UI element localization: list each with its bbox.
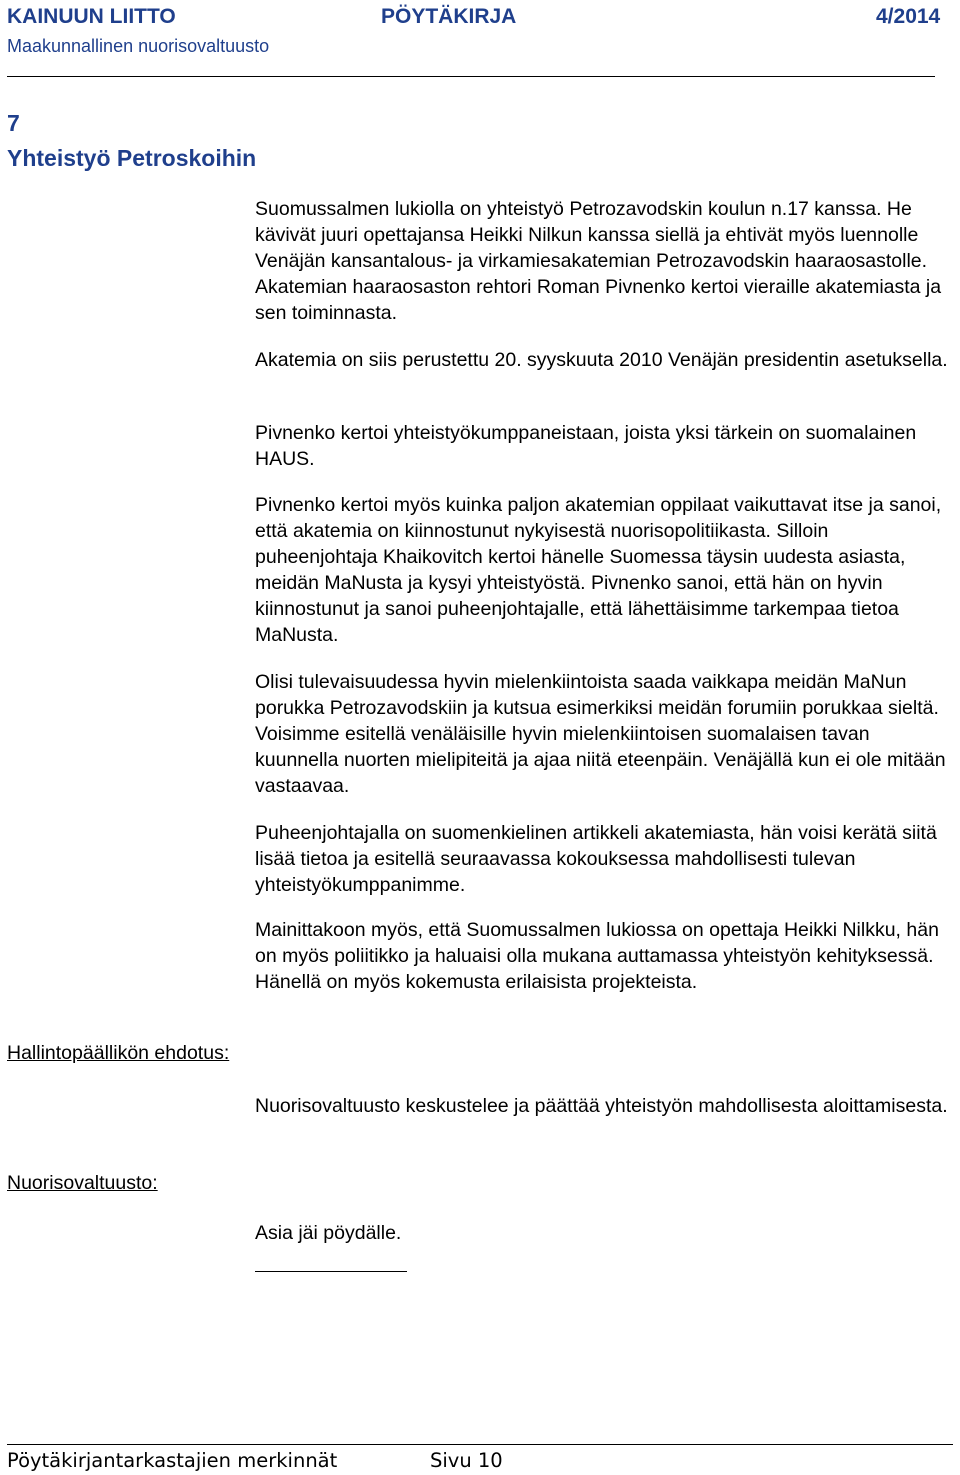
end-rule bbox=[255, 1271, 407, 1272]
paragraph-3: Pivnenko kertoi yhteistyökumppaneistaan, joista yksi tärkein on suomalainen HAUS. bbox=[255, 422, 917, 470]
footer-page-number: Sivu 10 bbox=[430, 1449, 503, 1472]
section-number: 7 bbox=[7, 110, 20, 136]
footer-label: Pöytäkirjantarkastajien merkinnät bbox=[7, 1449, 338, 1472]
header-doc-type: PÖYTÄKIRJA bbox=[381, 5, 517, 28]
decision-text: Asia jäi pöydälle. bbox=[255, 1222, 402, 1244]
paragraph-1: Suomussalmen lukiolla on yhteistyö Petrozavodskin koulun n.17 kanssa. He kävivät juuri opettajansa Heikki Nilkun kanssa siellä ja ehtivät myös luennolle Venäjän kansantalous- ja virkamiesakatemian Petrozavodskin haaraosastolle. Akatemian haaraosaston rehtori Roman Pivnenko kertoi vieraille akatemiasta ja sen toiminnasta. bbox=[255, 198, 942, 324]
paragraph-4: Pivnenko kertoi myös kuinka paljon akatemian oppilaat vaikuttavat itse ja sanoi, että akatemia on kiinnostunut nykyisestä nuorisopolitiikasta. Silloin puheenjohtaja Khaikovitch kertoi hänelle Suomessa täysin uudesta asiasta, meidän MaNusta ja kysyi yhteistyöstä. Pivnenko sanoi, että hän on hyvin kiinnostunut ja sanoi puheenjohtajalle, että lähettäisimme tarkempaa tietoa MaNusta. bbox=[255, 494, 942, 646]
header-rule bbox=[7, 76, 935, 77]
section-title: Yhteistyö Petroskoihin bbox=[7, 145, 257, 171]
proposal-label: Hallintopäällikön ehdotus: bbox=[7, 1042, 230, 1064]
paragraph-7: Mainittakoon myös, että Suomussalmen lukiossa on opettaja Heikki Nilkku, hän on myös poliitikko ja haluaisi olla mukana auttamassa yhteistyön kehityksessä. Hänellä on myös kokemusta erilaisista projekteista. bbox=[255, 919, 939, 993]
paragraph-2: Akatemia on siis perustettu 20. syyskuuta 2010 Venäjän presidentin asetuksella. bbox=[255, 349, 948, 371]
decision-label: Nuorisovaltuusto: bbox=[7, 1172, 158, 1194]
paragraph-5: Olisi tulevaisuudessa hyvin mielenkiintoista saada vaikkapa meidän MaNun porukka Petrozavodskiin ja kutsua esimerkiksi meidän forumiin porukkaa sieltä. Voisimme esitellä venäläisille hyvin mielenkiintoisen suomalaisen tavan kuunnella nuorten mielipiteitä ja ajaa niitä eteenpäin. Venäjällä kun ei ole mitään vastaavaa. bbox=[255, 671, 946, 797]
header-number: 4/2014 bbox=[876, 5, 941, 28]
header-org: KAINUUN LIITTO bbox=[7, 5, 176, 28]
paragraph-6: Puheenjohtajalla on suomenkielinen artikkeli akatemiasta, hän voisi kerätä siitä lisää tietoa ja esitellä seuraavassa kokouksessa mahdollisesti tulevan yhteistyökumppanimme. bbox=[255, 822, 937, 896]
header-committee: Maakunnallinen nuorisovaltuusto bbox=[7, 36, 270, 56]
footer-rule bbox=[7, 1444, 953, 1445]
proposal-text: Nuorisovaltuusto keskustelee ja päättää yhteistyön mahdollisesta aloittamisesta. bbox=[255, 1095, 948, 1117]
